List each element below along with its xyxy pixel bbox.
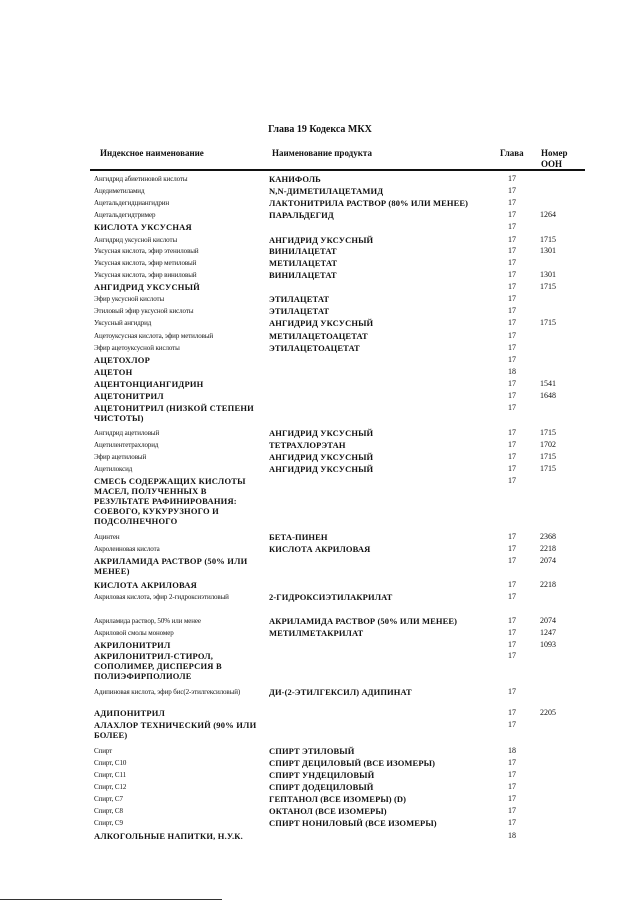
index-name-cell: Ацетальдегидциангидрин [94,199,170,207]
index-name-cell: АЦЕТОНИТРИЛ [94,391,164,401]
product-name-cell: СПИРТ ЭТИЛОВЫЙ [269,746,355,756]
header-un-number-line1: Номер [541,148,568,158]
un-number-cell: 2074 [540,616,556,625]
product-name-cell: МЕТИЛАЦЕТАТ [269,258,338,268]
index-name-cell: АКРИЛАМИДА РАСТВОР (50% ИЛИ МЕНЕЕ) [94,556,248,576]
header-un-number [541,148,567,170]
index-name-cell: КИСЛОТА УКСУСНАЯ [94,222,192,232]
chapter-cell: 17 [508,186,516,195]
chapter-cell: 17 [508,782,516,791]
chapter-cell: 17 [508,818,516,827]
product-name-cell: КИСЛОТА АКРИЛОВАЯ [269,544,371,554]
product-name-cell: ВИНИЛАЦЕТАТ [269,246,337,256]
product-name-cell: МЕТИЛАЦЕТОАЦЕТАТ [269,331,368,341]
chapter-cell: 17 [508,651,516,660]
product-name-cell: ВИНИЛАЦЕТАТ [269,270,337,280]
un-number-cell: 1301 [540,246,556,255]
index-name-cell: АЦЕТОНИТРИЛ (НИЗКОЙ СТЕПЕНИ ЧИСТОТЫ) [94,403,254,423]
product-name-cell: N,N-ДИМЕТИЛАЦЕТАМИД [269,186,384,196]
chapter-cell: 17 [508,210,516,219]
chapter-cell: 17 [508,270,516,279]
product-name-cell: ПАРАЛЬДЕГИД [269,210,334,220]
chapter-cell: 18 [508,746,516,755]
index-name-cell: Спирт, С9 [94,819,123,827]
chapter-cell: 17 [508,391,516,400]
index-name-cell: Уксусная кислота, эфир виниловый [94,271,197,279]
header-index-name: Индексное наименование [100,148,204,158]
index-name-cell: Ацетилентетрахлорид [94,441,159,449]
index-name-cell: АДИПОНИТРИЛ [94,708,166,718]
chapter-cell: 17 [508,592,516,601]
index-name-cell: АКРИЛОНИТРИЛ-СТИРОЛ, СОПОЛИМЕР, ДИСПЕРСИЯ В ПОЛИЭФИРПОЛИОЛЕ [94,651,222,681]
un-number-cell: 1264 [540,210,556,219]
un-number-cell: 1715 [540,452,556,461]
un-number-cell: 1301 [540,270,556,279]
un-number-cell: 1702 [540,440,556,449]
product-name-cell: ЭТИЛАЦЕТАТ [269,294,330,304]
un-number-cell: 1093 [540,640,556,649]
product-name-cell: 2-ГИДРОКСИЭТИЛАКРИЛАТ [269,592,393,602]
index-name-cell: Спирт, С7 [94,795,123,803]
product-name-cell: СПИРТ НОНИЛОВЫЙ (ВСЕ ИЗОМЕРЫ) [269,818,437,828]
chapter-cell: 17 [508,306,516,315]
header-chapter: Глава [500,148,524,158]
chapter-cell: 17 [508,720,516,729]
index-name-cell: АЦЕНТОНЦИАНГИДРИН [94,379,204,389]
chapter-cell: 17 [508,770,516,779]
index-name-cell: АЛКОГОЛЬНЫЕ НАПИТКИ, Н.У.К. [94,831,243,841]
index-name-cell: АЦЕТОХЛОР [94,355,150,365]
index-name-cell: Акролеиновая кислота [94,545,160,553]
chapter-cell: 17 [508,708,516,717]
chapter-cell: 17 [508,294,516,303]
chapter-cell: 17 [508,258,516,267]
un-number-cell: 1715 [540,318,556,327]
un-number-cell: 2074 [540,556,556,565]
un-number-cell: 1715 [540,235,556,244]
index-name-cell: Спирт [94,747,113,755]
chapter-cell: 17 [508,282,516,291]
index-name-cell: Спирт, С11 [94,771,127,779]
index-name-cell: Эфир уксусной кислоты [94,295,165,303]
chapter-cell: 17 [508,355,516,364]
product-name-cell: ОКТАНОЛ (ВСЕ ИЗОМЕРЫ) [269,806,387,816]
index-name-cell: Акриламида раствор, 50% или менее [94,617,201,625]
chapter-cell: 17 [508,794,516,803]
index-name-cell: Эфир ацетоуксусной кислоты [94,344,180,352]
chapter-cell: 17 [508,246,516,255]
page-title: Глава 19 Кодекса МКХ [268,124,372,135]
un-number-cell: 2218 [540,580,556,589]
product-name-cell: ГЕПТАНОЛ (ВСЕ ИЗОМЕРЫ) (D) [269,794,407,804]
index-name-cell: Ацинтен [94,533,120,541]
un-number-cell: 1541 [540,379,556,388]
un-number-cell: 1648 [540,391,556,400]
chapter-cell: 18 [508,367,516,376]
header-product-name: Наименование продукта [272,148,372,158]
index-name-cell: КИСЛОТА АКРИЛОВАЯ [94,580,198,590]
index-name-cell: Акриловой смолы мономер [94,629,174,637]
index-name-cell: Ангидрид абиетиновой кислоты [94,175,188,183]
index-name-cell: СМЕСЬ СОДЕРЖАЩИХ КИСЛОТЫ МАСЕЛ, ПОЛУЧЕННЫХ В РЕЗУЛЬТАТЕ РАФИНИРОВАНИЯ: СОЕВОГО, КУКУРУЗНОГО И ПОДСОЛНЕЧНОГО [94,476,246,526]
chapter-cell: 17 [508,331,516,340]
product-name-cell: СПИРТ ДЕЦИЛОВЫЙ (ВСЕ ИЗОМЕРЫ) [269,758,435,768]
index-name-cell: АНГИДРИД УКСУСНЫЙ [94,282,200,292]
index-name-cell: Спирт, С12 [94,783,127,791]
product-name-cell: ЛАКТОНИТРИЛА РАСТВОР (80% ИЛИ МЕНЕЕ) [269,198,469,208]
product-name-cell: ЭТИЛАЦЕТОАЦЕТАТ [269,343,360,353]
index-name-cell: Уксусная кислота, эфир метиловый [94,259,197,267]
product-name-cell: ДИ-(2-ЭТИЛГЕКСИЛ) АДИПИНАТ [269,687,412,697]
chapter-cell: 17 [508,556,516,565]
header-rule [90,169,585,171]
index-name-cell: Уксусная кислота, эфир этениловый [94,247,199,255]
chapter-cell: 17 [508,580,516,589]
chapter-cell: 17 [508,318,516,327]
index-name-cell: Эфир ацетиловый [94,453,147,461]
chapter-cell: 17 [508,428,516,437]
chapter-cell: 17 [508,758,516,767]
chapter-cell: 17 [508,640,516,649]
chapter-cell: 17 [508,616,516,625]
product-name-cell: БЕТА-ПИНЕН [269,532,328,542]
product-name-cell: КАНИФОЛЬ [269,174,321,184]
un-number-cell: 2368 [540,532,556,541]
product-name-cell: СПИРТ ДОДЕЦИЛОВЫЙ [269,782,374,792]
chapter-cell: 17 [508,235,516,244]
chapter-cell: 17 [508,403,516,412]
index-name-cell: АКРИЛОНИТРИЛ [94,640,171,650]
index-name-cell: Спирт, С10 [94,759,127,767]
chapter-cell: 17 [508,379,516,388]
chapter-cell: 17 [508,628,516,637]
chapter-cell: 17 [508,452,516,461]
chapter-cell: 17 [508,464,516,473]
index-name-cell: Ангидрид ацетиловый [94,429,160,437]
chapter-cell: 17 [508,222,516,231]
chapter-cell: 17 [508,476,516,485]
index-name-cell: АЛАХЛОР ТЕХНИЧЕСКИЙ (90% ИЛИ БОЛЕЕ) [94,720,257,740]
chapter-cell: 17 [508,174,516,183]
chapter-cell: 17 [508,806,516,815]
chapter-cell: 17 [508,440,516,449]
index-name-cell: Ацедиметиламид [94,187,145,195]
chapter-cell: 17 [508,544,516,553]
chapter-cell: 18 [508,831,516,840]
product-name-cell: МЕТИЛМЕТАКРИЛАТ [269,628,364,638]
un-number-cell: 1247 [540,628,556,637]
chapter-cell: 17 [508,532,516,541]
un-number-cell: 1715 [540,282,556,291]
un-number-cell: 1715 [540,464,556,473]
index-name-cell: Уксусный ангидрид [94,319,152,327]
index-name-cell: Ацетилоксид [94,465,133,473]
index-name-cell: АЦЕТОН [94,367,133,377]
product-name-cell: ЭТИЛАЦЕТАТ [269,306,330,316]
un-number-cell: 2218 [540,544,556,553]
product-name-cell: АНГИДРИД УКСУСНЫЙ [269,464,374,474]
un-number-cell: 1715 [540,428,556,437]
chapter-cell: 17 [508,343,516,352]
index-name-cell: Адипиновая кислота, эфир бис(2-этилгексиловый) [94,688,241,696]
header-un-number-line2: ООН [541,159,563,169]
product-name-cell: АНГИДРИД УКСУСНЫЙ [269,235,374,245]
un-number-cell: 2205 [540,708,556,717]
index-name-cell: Ангидрид уксусной кислоты [94,236,178,244]
index-name-cell: Ацетальдегидтример [94,211,156,219]
index-name-cell: Спирт, С8 [94,807,123,815]
product-name-cell: СПИРТ УНДЕЦИЛОВЫЙ [269,770,375,780]
product-name-cell: АНГИДРИД УКСУСНЫЙ [269,452,374,462]
footer-rule [0,899,222,900]
product-name-cell: АКРИЛАМИДА РАСТВОР (50% ИЛИ МЕНЕЕ) [269,616,458,626]
product-name-cell: АНГИДРИД УКСУСНЫЙ [269,318,374,328]
product-name-cell: ТЕТРАХЛОРЭТАН [269,440,346,450]
index-name-cell: Этиловый эфир уксусной кислоты [94,307,194,315]
index-name-cell: Ацетоуксусная кислота, эфир метиловый [94,332,214,340]
product-name-cell: АНГИДРИД УКСУСНЫЙ [269,428,374,438]
chapter-cell: 17 [508,687,516,696]
chapter-cell: 17 [508,198,516,207]
index-name-cell: Акриловая кислота, эфир 2-гидроксиэтиловый [94,593,229,601]
